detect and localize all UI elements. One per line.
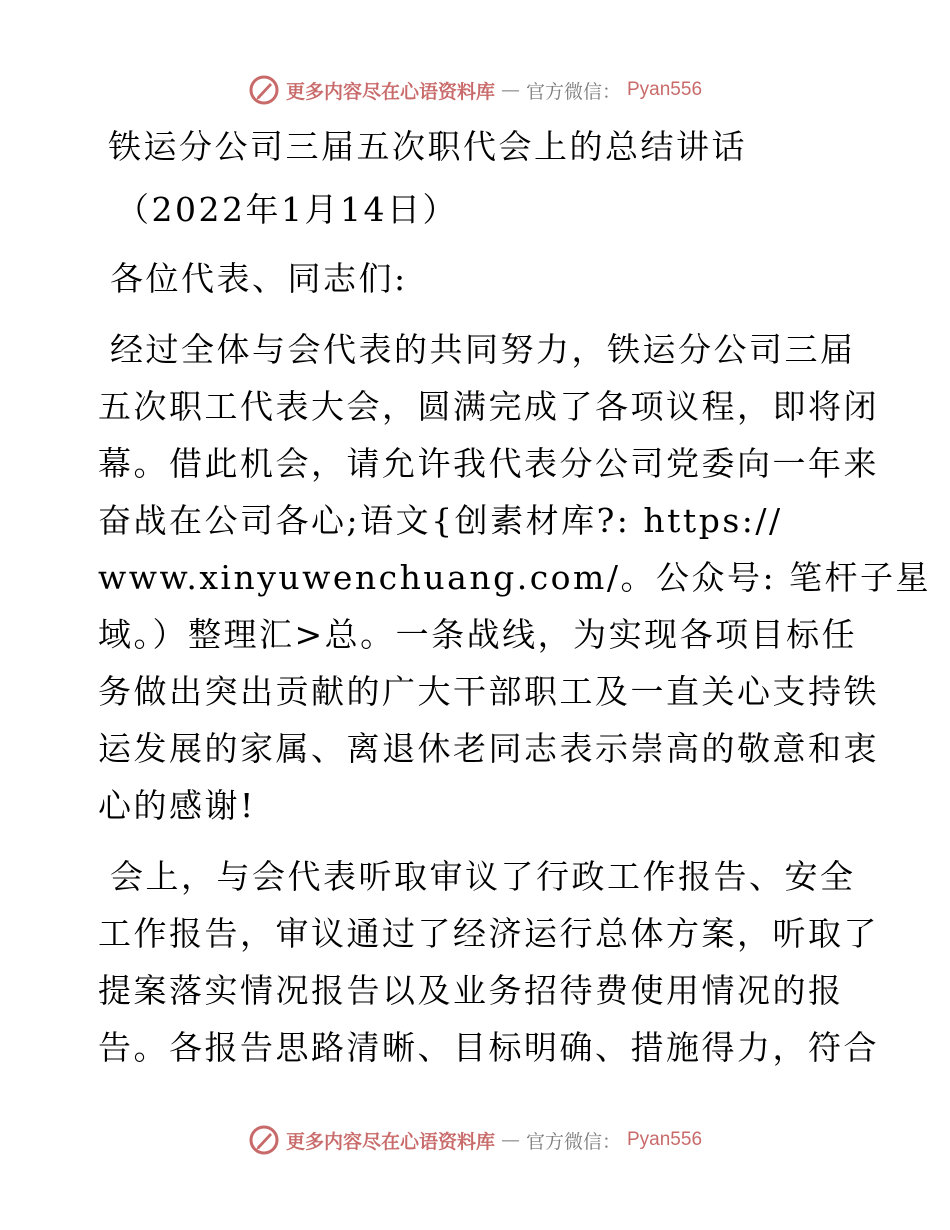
paragraph-line: 务做出突出贡献的广大干部职工及一直关心支持铁 xyxy=(98,672,879,711)
document-body xyxy=(98,118,932,1076)
banner-wechat-label: 官方微信： xyxy=(525,80,621,103)
paragraph-line: 提案落实情况报告以及业务招待费使用情况的报 xyxy=(98,971,844,1010)
banner-brand: 更多内容尽在心语资料库 xyxy=(285,1130,495,1153)
paragraph-line: 运发展的家属、离退休老同志表示崇高的敬意和衷 xyxy=(98,729,879,768)
document-greeting: 各位代表、同志们: xyxy=(110,259,408,298)
paragraph-1 xyxy=(98,321,932,834)
banner-wechat-label: 官方微信： xyxy=(525,1130,621,1153)
header-banner xyxy=(0,70,950,110)
paragraph-line: 会上，与会代表听取审议了行政工作报告、安全 xyxy=(110,857,856,896)
paragraph-line: 奋战在公司各心;语文{创素材库?: https:// xyxy=(98,501,783,540)
paragraph-line: 域。）整理汇>总。一条战线，为实现各项目标任 xyxy=(98,615,858,654)
document-date: （2022年1月14日） xyxy=(116,190,458,229)
banner-account: Pyan556 xyxy=(627,1129,703,1150)
banner-brand: 更多内容尽在心语资料库 xyxy=(285,80,495,103)
footer-banner xyxy=(0,1120,950,1160)
paragraph-line: 经过全体与会代表的共同努力，铁运分公司三届 xyxy=(110,330,856,369)
banner-separator: — xyxy=(500,79,520,101)
paragraph-2 xyxy=(98,848,879,1076)
banner-separator: — xyxy=(500,1129,520,1151)
paragraph-line: 工作报告，审议通过了经济运行总体方案，听取了 xyxy=(98,914,879,953)
feather-pen-logo-icon xyxy=(248,74,280,106)
feather-pen-logo-icon xyxy=(248,1124,280,1156)
paragraph-line: 告。各报告思路清晰、目标明确、措施得力，符合 xyxy=(98,1028,879,1067)
paragraph-line: 幕。借此机会，请允许我代表分公司党委向一年来 xyxy=(98,444,879,483)
banner-account: Pyan556 xyxy=(627,79,703,100)
paragraph-line: 心的感谢! xyxy=(98,786,256,825)
paragraph-line: www.xinyuwenchuang.com/。公众号: 笔杆子星 xyxy=(98,558,932,597)
paragraph-line: 五次职工代表大会，圆满完成了各项议程，即将闭 xyxy=(98,387,879,426)
document-title: 铁运分公司三届五次职代会上的总结讲话 xyxy=(108,127,747,166)
